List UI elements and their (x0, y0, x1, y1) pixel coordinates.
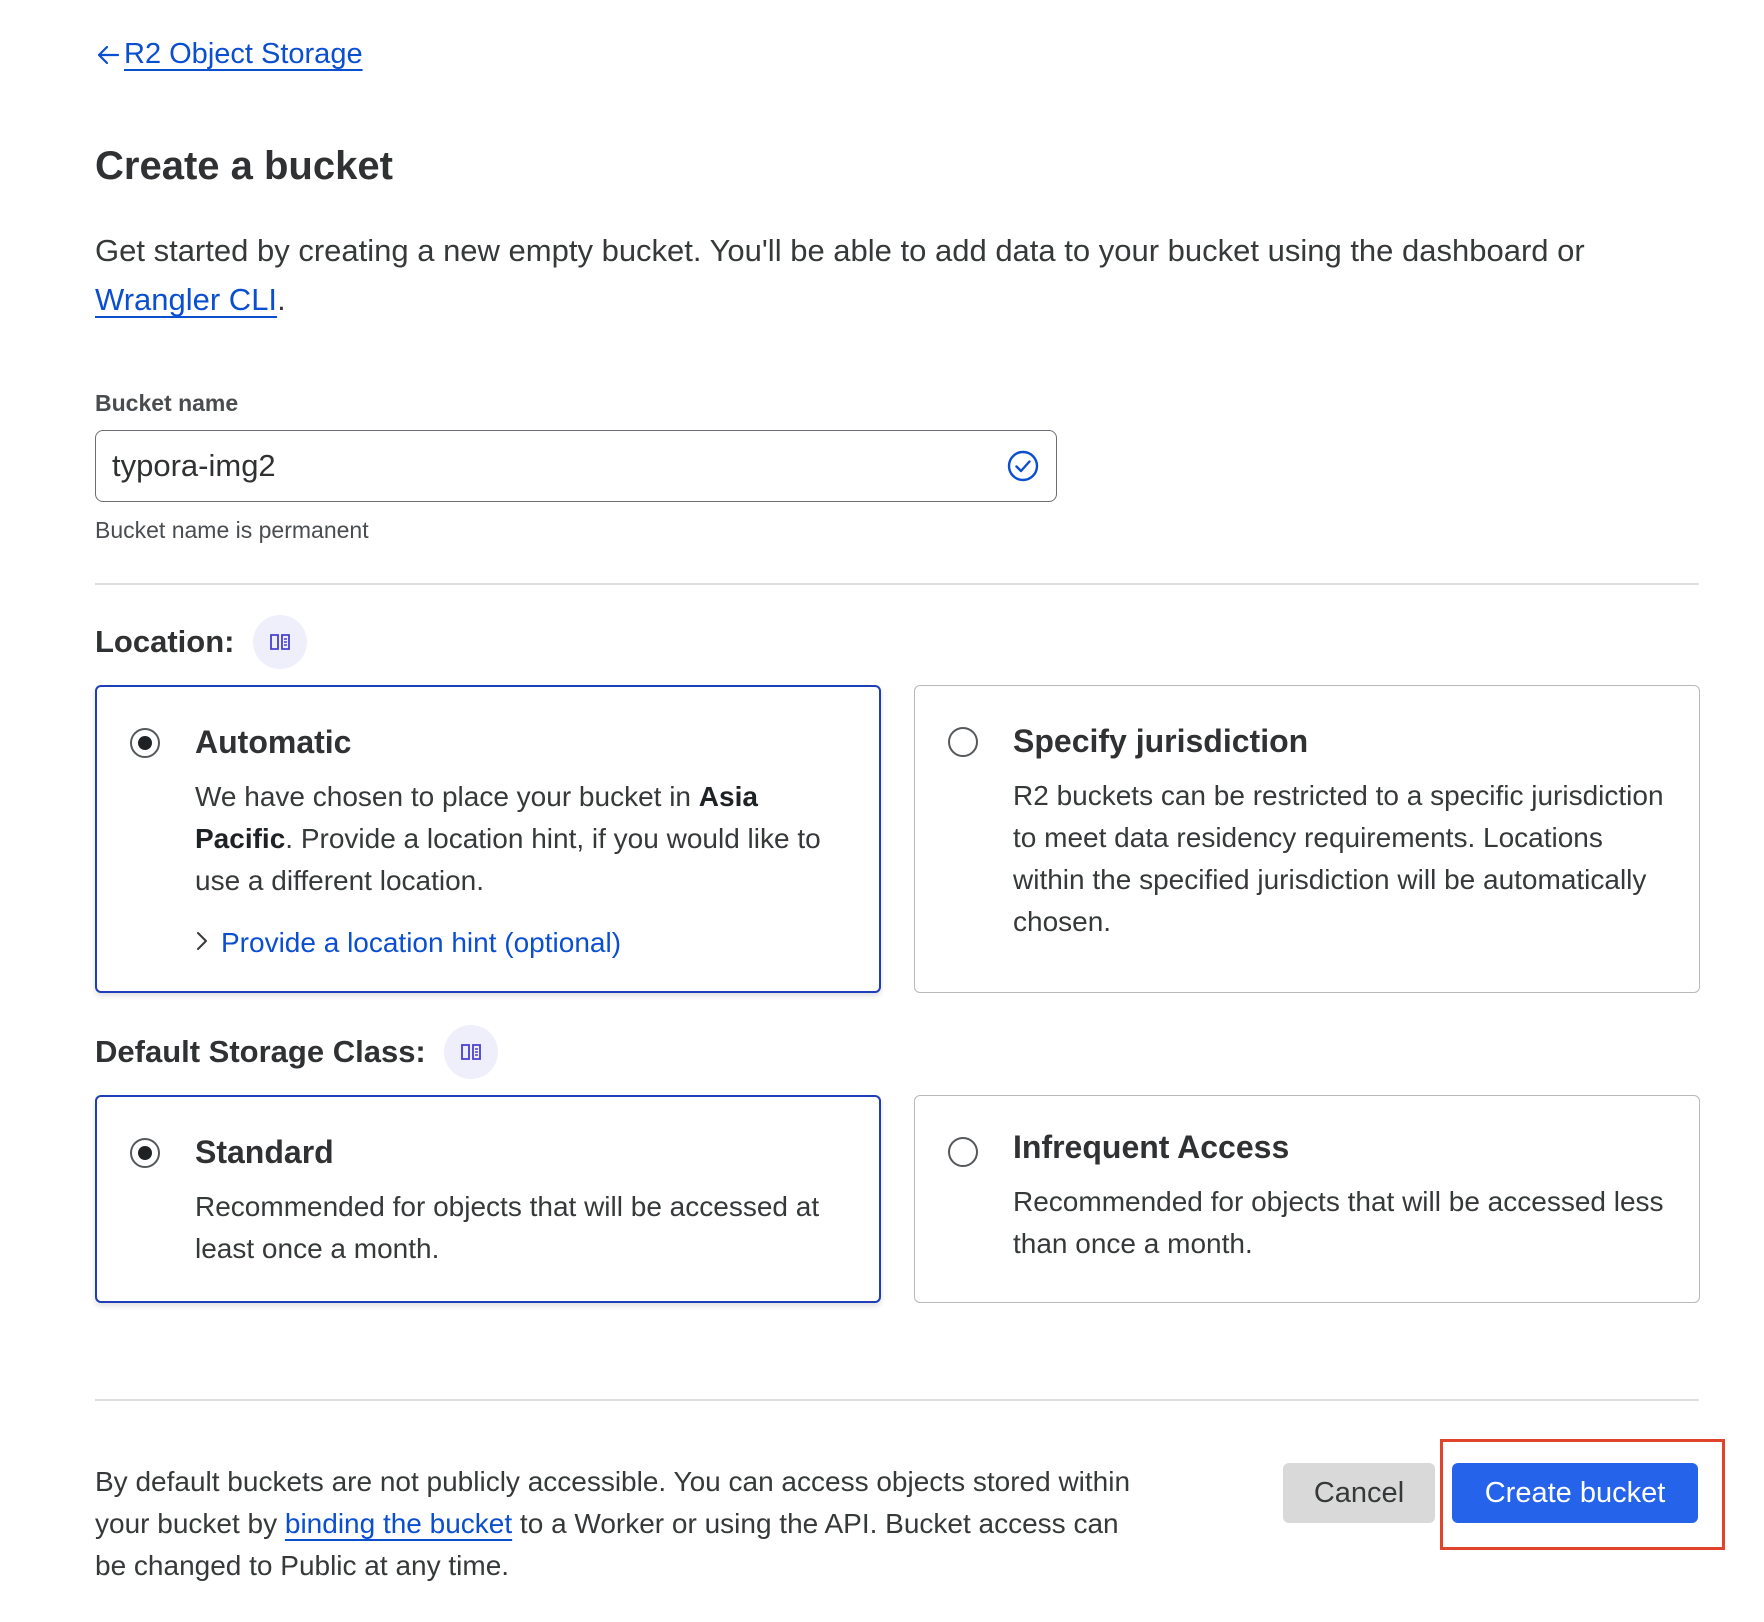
intro-text-end: . (277, 282, 286, 317)
option-description (195, 776, 855, 902)
location-section-label (95, 615, 307, 669)
highlight-box (1440, 1439, 1725, 1550)
radio-jurisdiction[interactable] (948, 727, 978, 757)
storage-class-label: Default Storage Class: (95, 1034, 426, 1069)
note-post: to a Worker or using the API. Bucket access can be changed to Public at any time. (95, 1508, 1119, 1581)
location-option-automatic[interactable] (95, 685, 881, 993)
arrow-left-icon (94, 41, 122, 69)
wrangler-cli-link[interactable]: Wrangler CLI (95, 282, 278, 317)
divider (95, 583, 1699, 585)
desc-bold: Asia Pacific (195, 781, 758, 854)
docs-book-icon[interactable] (253, 615, 307, 669)
docs-book-icon[interactable] (444, 1025, 498, 1079)
back-link[interactable] (94, 38, 363, 71)
option-description: R2 buckets can be restricted to a specific jurisdiction to meet data residency requirements. Locations within the specified jurisdiction will be automatically chosen. (1013, 780, 1664, 937)
storage-class-section-label (95, 1025, 498, 1079)
bucket-name-label: Bucket name (95, 390, 239, 416)
chevron-right-icon (195, 927, 209, 959)
desc-post: . Provide a location hint, if you would like to use a different location. (195, 823, 821, 896)
radio-standard[interactable] (130, 1138, 160, 1168)
location-label: Location: (95, 624, 235, 659)
bucket-name-field-wrapper (95, 430, 1057, 502)
desc-pre: We have chosen to place your bucket in (195, 781, 699, 812)
intro-text-body: Get started by creating a new empty bucket. You'll be able to add data to your bucket using the dashboard or (95, 233, 1585, 268)
location-hint-toggle[interactable] (195, 927, 621, 959)
public-access-note (95, 1461, 1135, 1587)
back-link-label[interactable]: R2 Object Storage (124, 38, 363, 70)
option-title: Standard (195, 1134, 334, 1170)
note-pre: By default buckets are not publicly accessible. You can access objects stored within your bucket by (95, 1466, 1131, 1539)
check-circle-icon (1006, 449, 1040, 488)
create-bucket-button[interactable]: Create bucket (1452, 1463, 1698, 1523)
divider (95, 1399, 1699, 1401)
storage-option-standard[interactable] (95, 1095, 881, 1303)
bucket-name-hint: Bucket name is permanent (95, 517, 369, 543)
binding-bucket-link[interactable]: binding the bucket (284, 1508, 513, 1539)
location-hint-label: Provide a location hint (optional) (221, 927, 622, 958)
cancel-button[interactable]: Cancel (1283, 1463, 1435, 1523)
option-title: Specify jurisdiction (1013, 723, 1309, 759)
option-description: Recommended for objects that will be accessed less than once a month. (1013, 1186, 1664, 1259)
location-option-jurisdiction[interactable] (914, 685, 1700, 993)
page-title: Create a bucket (95, 144, 393, 188)
option-title: Infrequent Access (1013, 1129, 1290, 1165)
bucket-name-input[interactable] (112, 431, 992, 501)
radio-automatic[interactable] (130, 728, 160, 758)
option-description: Recommended for objects that will be accessed at least once a month. (195, 1191, 820, 1264)
storage-option-infrequent[interactable] (914, 1095, 1700, 1303)
intro-text (95, 226, 1715, 324)
option-title: Automatic (195, 724, 352, 760)
radio-infrequent[interactable] (948, 1137, 978, 1167)
